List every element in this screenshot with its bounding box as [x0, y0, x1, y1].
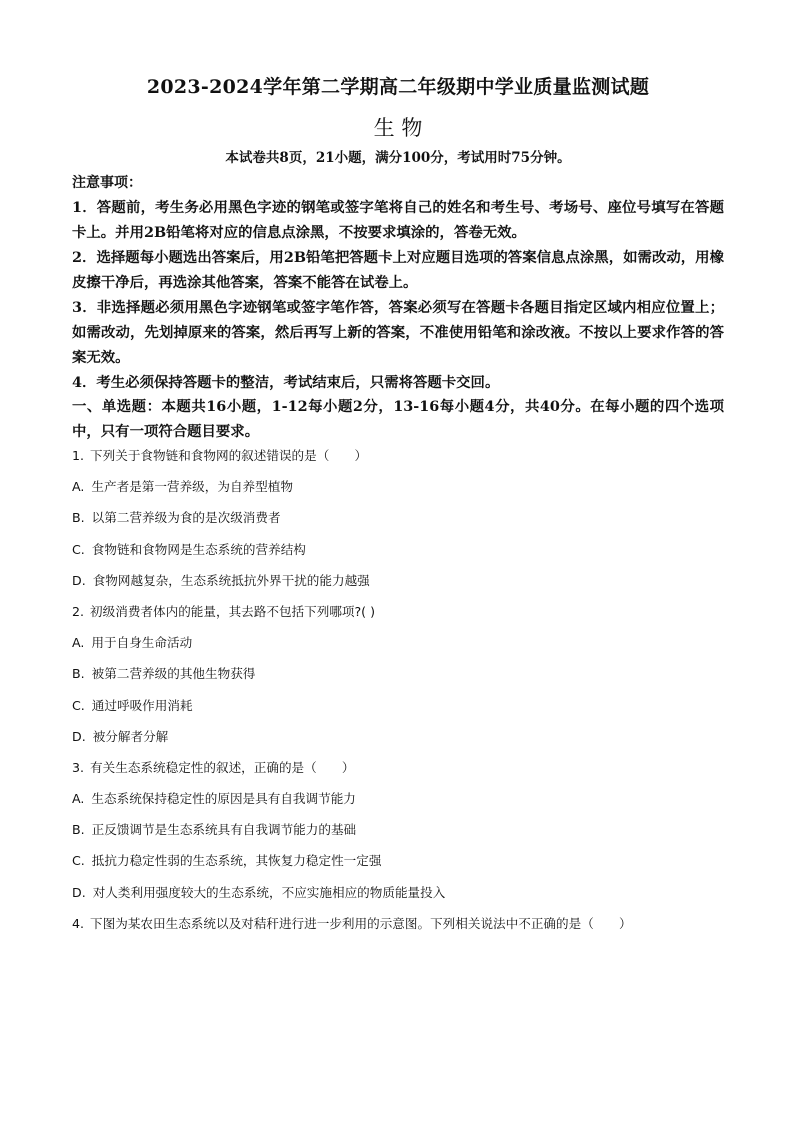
option-key: D.	[72, 572, 86, 588]
option	[72, 820, 724, 851]
option-key: B.	[72, 666, 85, 682]
option-text: 抵抗力稳定性弱的生态系统，其恢复力稳定性一定强	[91, 853, 382, 869]
notice-item: 3．非选择题必须用黑色字迹钢笔或签字笔作答，答案必须写在答题卡各题目指定区域内相应位置上；如需改动，先划掉原来的答案，然后再写上新的答案，不准使用铅笔和涂改液。不按以上要求作答的答案无效。	[72, 299, 724, 366]
question	[72, 446, 724, 602]
option-text: 对人类利用强度较大的生态系统，不应实施相应的物质能量投入	[92, 884, 446, 900]
question	[72, 758, 724, 914]
option	[72, 508, 724, 539]
questions-list	[72, 446, 724, 945]
question-number: 4.	[72, 915, 85, 931]
option	[72, 664, 724, 695]
option-text: 生产者是第一营养级，为自养型植物	[91, 479, 293, 495]
exam-meta-info: 本试卷共8页，21小题，满分100分，考试用时75分钟。	[225, 150, 571, 166]
option	[72, 633, 724, 664]
notices-heading: 注意事项：	[72, 175, 142, 191]
question	[72, 914, 724, 945]
option-text: 被第二营养级的其他生物获得	[91, 666, 256, 682]
option-text: 正反馈调节是生态系统具有自我调节能力的基础	[91, 822, 357, 838]
option	[72, 851, 724, 882]
exam-title: 2023-2024学年第二学期高二年级期中学业质量监测试题	[146, 76, 650, 98]
notice-item: 1．答题前，考生务必用黑色字迹的钢笔或签字笔将自己的姓名和考生号、考场号、座位号填写在答题卡上。并用2B铅笔将对应的信息点涂黑，不按要求填涂的，答卷无效。	[72, 199, 724, 241]
question-stem-text: 有关生态系统稳定性的叙述，正确的是（ ）	[90, 759, 355, 775]
option	[72, 789, 724, 820]
option	[72, 540, 724, 571]
option	[72, 477, 724, 508]
section-heading: 一、单选题：本题共16小题，1-12每小题2分，13-16每小题4分，共40分。在每小题的四个选项中，只有一项符合题目要求。	[72, 398, 724, 440]
question-stem-text: 初级消费者体内的能量，其去路不包括下列哪项?( )	[90, 603, 376, 619]
option-text: 通过呼吸作用消耗	[91, 697, 193, 713]
option	[72, 883, 724, 914]
option-key: D.	[72, 728, 86, 744]
option-text: 生态系统保持稳定性的原因是具有自我调节能力	[91, 791, 356, 807]
option-text: 食物网越复杂，生态系统抵抗外界干扰的能力越强	[92, 572, 370, 588]
option-text: 用于自身生命活动	[91, 635, 193, 651]
option-key: A.	[72, 791, 85, 807]
question-stem	[72, 602, 724, 633]
question-number: 2.	[72, 603, 85, 619]
option-key: B.	[72, 822, 85, 838]
option-key: D.	[72, 884, 86, 900]
question	[72, 602, 724, 758]
option-text: 以第二营养级为食的是次级消费者	[91, 510, 281, 526]
option	[72, 727, 724, 758]
option-key: A.	[72, 479, 85, 495]
option-key: C.	[72, 697, 85, 713]
option-text: 被分解者分解	[92, 728, 169, 744]
option-key: C.	[72, 853, 85, 869]
question-stem-text: 下列关于食物链和食物网的叙述错误的是（ ）	[90, 448, 368, 463]
notice-item: 2．选择题每小题选出答案后，用2B铅笔把答题卡上对应题目选项的答案信息点涂黑，如需改动，用橡皮擦干净后，再选涂其他答案，答案不能答在试卷上。	[72, 249, 724, 291]
option-key: A.	[72, 635, 85, 651]
question-stem-text: 下图为某农田生态系统以及对秸秆进行进一步利用的示意图。下列相关说法中不正确的是（ ）	[90, 915, 632, 931]
option-key: C.	[72, 541, 85, 557]
question-number: 3.	[72, 759, 85, 775]
option-text: 食物链和食物网是生态系统的营养结构	[91, 541, 306, 557]
subject-title: 生 物	[373, 116, 423, 140]
question-stem	[72, 914, 724, 945]
option-key: B.	[72, 510, 85, 526]
question-number: 1.	[72, 448, 85, 463]
notice-item: 4．考生必须保持答题卡的整洁，考试结束后，只需将答题卡交回。	[72, 374, 500, 391]
option	[72, 571, 724, 602]
option	[72, 696, 724, 727]
notices-list	[72, 195, 724, 395]
question-stem	[72, 446, 724, 477]
question-stem	[72, 758, 724, 789]
